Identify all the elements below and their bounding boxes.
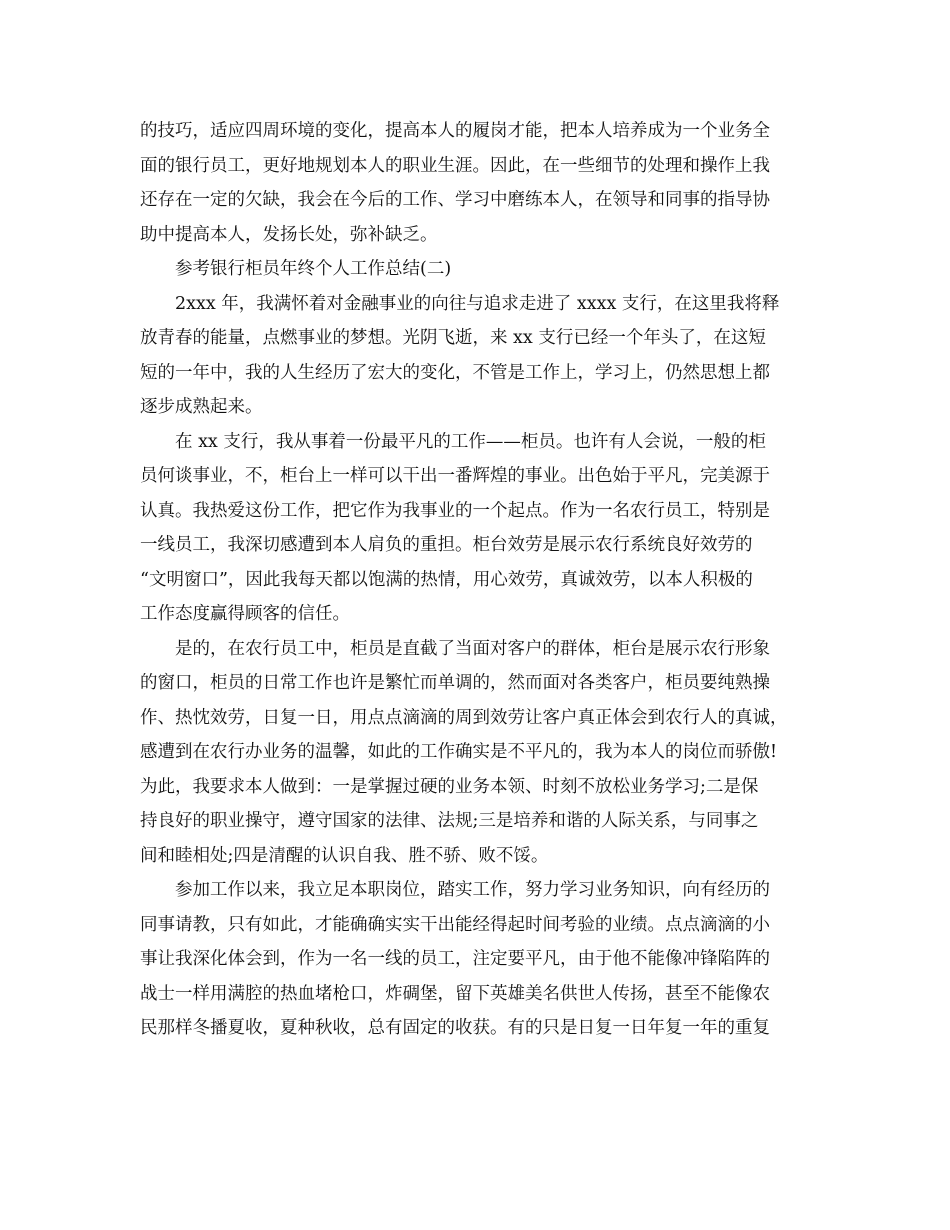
text-line: 作、热忱效劳，日复一日，用点点滴滴的周到效劳让客户真正体会到农行人的真诚，	[140, 707, 788, 728]
text-line: 的技巧，适应四周环境的变化，提高本人的履岗才能，把本人培养成为一个业务全	[140, 121, 770, 141]
text-line: 是的，在农行员工中，柜员是直截了当面对客户的群体，柜台是展示农行形象	[175, 638, 770, 659]
text-line: 在 xx 支行，我从事着一份最平凡的工作——柜员。也许有人会说，一般的柜	[175, 431, 766, 452]
heading-line: 参考银行柜员年终个人工作总结(二)	[175, 259, 452, 279]
text-line: 短的一年中，我的人生经历了宏大的变化，不管是工作上，学习上，仍然思想上都	[140, 362, 770, 383]
text-line: 间和睦相处;四是清醒的认识自我、胜不骄、败不馁。	[140, 845, 549, 866]
text-line: 民那样冬播夏收，夏种秋收，总有固定的收获。有的只是日复一日年复一年的重复	[140, 1018, 770, 1038]
text-line: 员何谈事业，不，柜台上一样可以干出一番辉煌的事业。出色始于平凡，完美源于	[140, 466, 770, 486]
text-line: 事让我深化体会到，作为一名一线的员工，注定要平凡，由于他不能像冲锋陷阵的	[140, 949, 770, 969]
paragraph	[140, 632, 820, 874]
text-line: 2xxx 年，我满怀着对金融事业的向往与追求走进了 xxxx 支行，在这里我将释	[175, 293, 780, 314]
text-line: 认真。我热爱这份工作，把它作为我事业的一个起点。作为一名农行员工，特别是	[140, 500, 770, 521]
text-line: 感遭到在农行办业务的温馨，如此的工作确实是不平凡的，我为本人的岗位而骄傲!	[140, 742, 778, 762]
text-line: 还存在一定的欠缺，我会在今后的工作、学习中磨练本人，在领导和同事的指导协	[140, 190, 770, 210]
text-line: 面的银行员工，更好地规划本人的职业生涯。因此，在一些细节的处理和操作上我	[140, 155, 770, 176]
text-line: 持良好的职业操守，遵守国家的法律、法规;三是培养和谐的人际关系，与同事之	[140, 811, 759, 831]
text-line: 工作态度赢得顾客的信任。	[140, 604, 350, 624]
text-line: 助中提高本人，发扬长处，弥补缺乏。	[140, 224, 438, 245]
text-line: 同事请教，只有如此，才能确确实实干出能经得起时间考验的业绩。点点滴滴的小	[140, 914, 770, 935]
text-line: 逐步成熟起来。	[140, 397, 263, 417]
text-line: 的窗口，柜员的日常工作也许是繁忙而单调的，然而面对各类客户，柜员要纯熟操	[140, 673, 770, 693]
paragraph	[140, 114, 820, 252]
text-line: 放青春的能量，点燃事业的梦想。光阴飞逝，来 xx 支行已经一个年头了，在这短	[140, 328, 766, 348]
paragraph	[140, 425, 820, 632]
document-body	[140, 114, 820, 1046]
text-line: 参加工作以来，我立足本职岗位，踏实工作，努力学习业务知识，向有经历的	[175, 880, 770, 900]
paragraph	[140, 873, 820, 1046]
text-line: 一线员工，我深切感遭到本人肩负的重担。柜台效劳是展示农行系统良好效劳的	[140, 535, 753, 555]
section-heading	[140, 252, 820, 287]
text-line: 战士一样用满腔的热血堵枪口，炸碉堡，留下英雄美名供世人传扬，甚至不能像农	[140, 983, 770, 1004]
text-line: “文明窗口”，因此我每天都以饱满的热情，用心效劳，真诚效劳，以本人积极的	[140, 569, 753, 590]
text-line: 为此，我要求本人做到：一是掌握过硬的业务本领、时刻不放松业务学习;二是保	[140, 776, 759, 797]
paragraph	[140, 287, 820, 425]
